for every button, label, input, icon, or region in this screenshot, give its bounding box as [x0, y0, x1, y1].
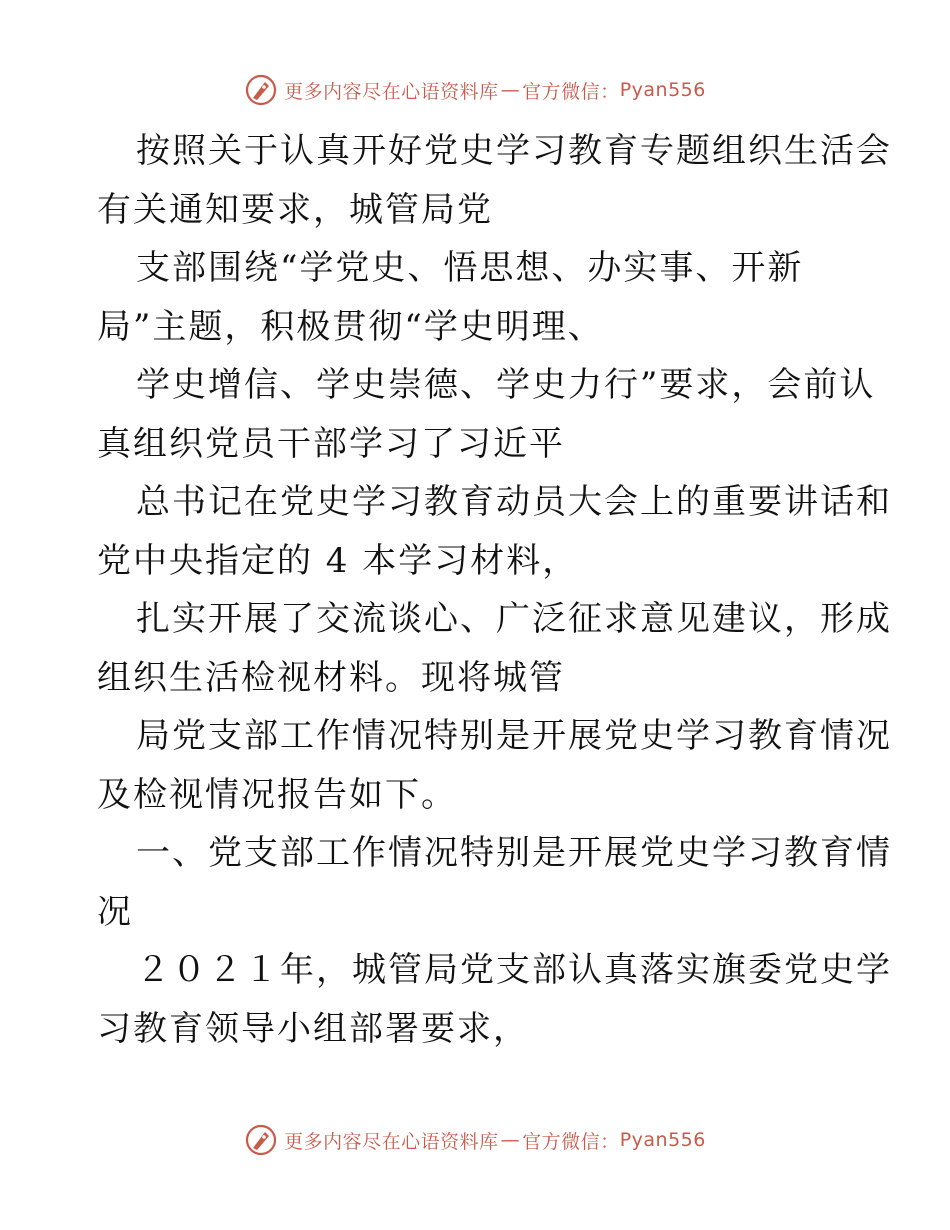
text-line: 按照关于认真开好党史学习教育专题组织生活会 [136, 131, 892, 171]
brand-text: 更多内容尽在心语资料库 [284, 80, 499, 103]
text-line: 习教育领导小组部署要求， [97, 1008, 529, 1049]
separator: — [500, 1129, 521, 1151]
pen-nib-logo-icon [244, 1123, 278, 1157]
text-line: 扎实开展了交流谈心、广泛征求意见建议，形成 [136, 599, 892, 639]
text-line: 真组织党员干部学习了习近平 [97, 423, 565, 464]
text-line: 局”主题，积极贯彻“学史明理、 [97, 306, 604, 347]
text-line: 组织生活检视材料。现将城管 [97, 657, 565, 698]
text-line: ２０２１年，城管局党支部认真落实旗委党史学 [136, 950, 892, 990]
footer-watermark [0, 1120, 950, 1160]
text-line: 学史增信、学史崇德、学史力行”要求，会前认 [136, 365, 876, 405]
text-line: 党中央指定的 4 本学习材料， [97, 540, 579, 581]
text-line: 总书记在党史学习教育动员大会上的重要讲话和 [136, 482, 892, 522]
brand-text: 更多内容尽在心语资料库 [284, 1130, 499, 1153]
section-heading-line: 一、党支部工作情况特别是开展党史学习教育情 [136, 833, 892, 873]
header-watermark [0, 70, 950, 110]
wechat-label: 官方微信： [522, 1130, 620, 1153]
wechat-id: Pyan556 [619, 79, 706, 101]
text-line: 支部围绕“学党史、悟思想、办实事、开新 [136, 248, 804, 288]
wechat-label: 官方微信： [522, 80, 620, 103]
text-line: 及检视情况报告如下。 [97, 774, 457, 815]
wechat-id: Pyan556 [619, 1129, 706, 1151]
text-line: 有关通知要求，城管局党 [97, 189, 493, 230]
document-body [97, 122, 892, 1058]
text-line: 局党支部工作情况特别是开展党史学习教育情况 [136, 716, 892, 756]
section-heading-line: 况 [97, 891, 133, 932]
separator: — [500, 79, 521, 101]
pen-nib-logo-icon [244, 73, 278, 107]
